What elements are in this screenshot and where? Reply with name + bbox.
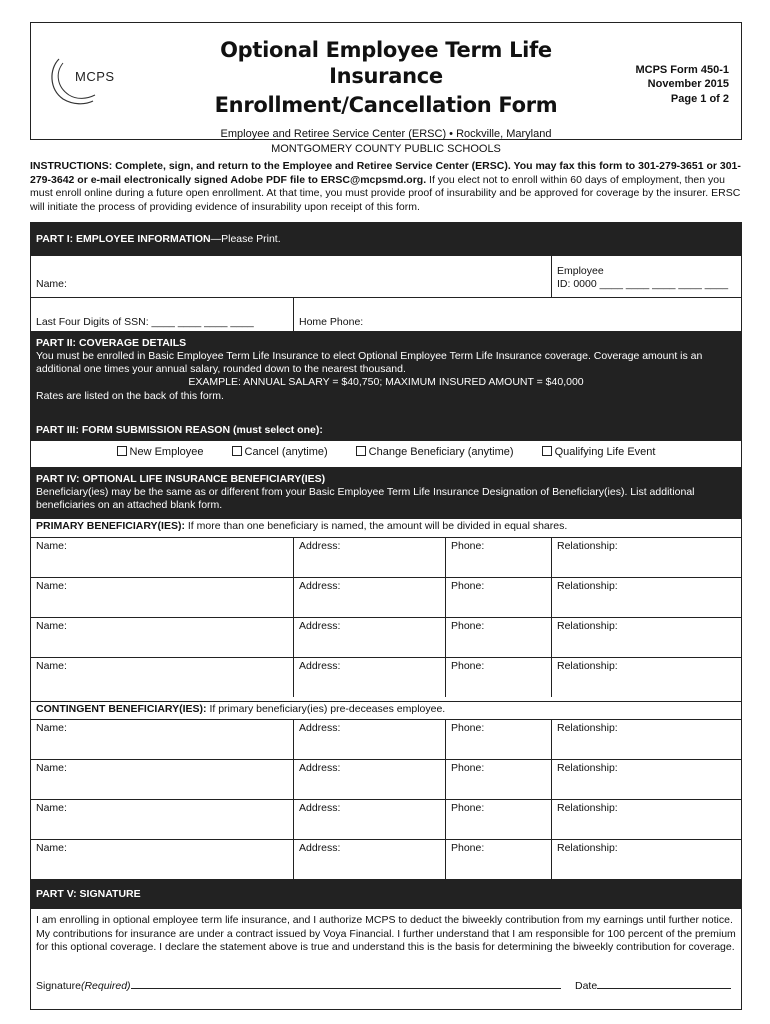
address-label: Address: [299, 660, 341, 672]
signature-statement: I am enrolling in optional employee term life insurance, and I authorize MCPS to deduct the biweekly contribution from my earnings until further notice. My contributions for insurance are under a contract issued by Voya Financial. I further understand that I am responsible for 100 percent of the premium for this optional coverage. I declare the statement above is true and understand this is the basis for determining the biweekly contribution for coverage. [36, 914, 736, 954]
contingent-beneficiary-address-field[interactable] [293, 760, 445, 799]
reason-label: Cancel (anytime) [244, 446, 328, 459]
reason-new-employee[interactable] [117, 446, 204, 460]
relationship-label: Relationship: [557, 660, 618, 672]
name-label: Name: [36, 842, 67, 854]
instructions-label: INSTRUCTIONS: [30, 160, 113, 172]
employee-id-label: Employee [557, 265, 604, 277]
reason-qualifying-life-event[interactable] [542, 446, 656, 460]
subtitle-mcps: MONTGOMERY COUNTY PUBLIC SCHOOLS [271, 142, 501, 155]
employee-id-field[interactable] [551, 256, 741, 297]
relationship-label: Relationship: [557, 722, 618, 734]
address-label: Address: [299, 580, 341, 592]
address-label: Address: [299, 762, 341, 774]
signature-required: (Required) [80, 980, 131, 992]
primary-beneficiary-row [31, 617, 741, 657]
checkbox-icon[interactable] [232, 446, 242, 456]
contingent-beneficiary-name-field[interactable] [31, 720, 293, 759]
part5-heading [31, 879, 741, 909]
part5-title: PART V: SIGNATURE [36, 888, 141, 900]
name-label: Name: [36, 660, 67, 672]
relationship-label: Relationship: [557, 802, 618, 814]
primary-beneficiary-address-field[interactable] [293, 538, 445, 577]
contingent-beneficiary-phone-field[interactable] [445, 800, 551, 839]
primary-beneficiary-address-field[interactable] [293, 658, 445, 697]
phone-label: Phone: [451, 540, 485, 552]
contingent-beneficiary-address-field[interactable] [293, 800, 445, 839]
name-label: Name: [36, 278, 67, 290]
primary-beneficiary-name-field[interactable] [31, 618, 293, 657]
phone-label: Phone: [451, 660, 485, 672]
form-title [176, 37, 596, 156]
phone-label: Phone: [451, 722, 485, 734]
signature-label: Signature [36, 980, 81, 992]
relationship-label: Relationship: [557, 580, 618, 592]
signature-field[interactable] [36, 979, 561, 993]
address-label: Address: [299, 620, 341, 632]
primary-beneficiary-row [31, 537, 741, 577]
instructions-bold: Complete, sign, and return to the Employee and Retiree Service Center (ERSC). You may fax this form to 301-279-3651 or 301-279-3642 or e-mail electronically signed Adobe PDF file to ERSC@mcpsmd.org. [30, 160, 741, 186]
page-number: Page 1 of 2 [670, 92, 729, 105]
relationship-label: Relationship: [557, 842, 618, 854]
primary-beneficiary-row [31, 577, 741, 617]
primary-beneficiary-address-field[interactable] [293, 578, 445, 617]
address-label: Address: [299, 802, 341, 814]
primary-beneficiary-relationship-field[interactable] [551, 658, 741, 697]
instructions [30, 160, 742, 215]
primary-beneficiary-address-field[interactable] [293, 618, 445, 657]
ssn-phone-row [31, 297, 741, 331]
date-field[interactable] [575, 979, 731, 993]
part3-title: PART III: FORM SUBMISSION REASON [36, 424, 231, 436]
contingent-beneficiary-relationship-field[interactable] [551, 720, 741, 759]
primary-beneficiary-heading [31, 519, 741, 537]
reason-label: New Employee [129, 446, 204, 459]
contingent-beneficiary-heading [31, 701, 741, 719]
primary-beneficiary-name-field[interactable] [31, 538, 293, 577]
reason-label: Change Beneficiary (anytime) [368, 446, 514, 459]
form-identifier [635, 63, 729, 106]
primary-beneficiary-phone-field[interactable] [445, 658, 551, 697]
primary-beneficiary-phone-field[interactable] [445, 618, 551, 657]
primary-note: If more than one beneficiary is named, the amount will be divided in equal shares. [184, 520, 568, 532]
phone-label: Phone: [451, 762, 485, 774]
form-number: MCPS Form 450-1 [635, 64, 729, 76]
part2-title: PART II: COVERAGE DETAILS [36, 337, 187, 349]
contingent-beneficiary-phone-field[interactable] [445, 840, 551, 879]
form-date: November 2015 [647, 78, 729, 91]
checkbox-icon[interactable] [542, 446, 552, 456]
name-label: Name: [36, 580, 67, 592]
name-field[interactable] [31, 256, 551, 297]
primary-beneficiary-row [31, 657, 741, 697]
primary-beneficiary-relationship-field[interactable] [551, 538, 741, 577]
checkbox-icon[interactable] [117, 446, 127, 456]
name-label: Name: [36, 802, 67, 814]
address-label: Address: [299, 722, 341, 734]
reason-label: Qualifying Life Event [554, 446, 656, 459]
contingent-beneficiary-relationship-field[interactable] [551, 840, 741, 879]
part4-description: Beneficiary(ies) may be the same as or different from your Basic Employee Term Life Insurance Designation of Beneficiary(ies). List additional beneficiaries on an attached blank form. [36, 486, 695, 512]
contingent-beneficiary-row [31, 759, 741, 799]
address-label: Address: [299, 842, 341, 854]
contingent-label: CONTINGENT BENEFICIARY(IES): [36, 703, 207, 715]
signature-line[interactable] [131, 979, 561, 989]
primary-beneficiary-phone-field[interactable] [445, 538, 551, 577]
date-label: Date [575, 980, 598, 992]
contingent-beneficiary-phone-field[interactable] [445, 720, 551, 759]
form-body [30, 222, 742, 1010]
logo-text: MCPS [75, 69, 115, 84]
employee-id-value: ID: 0000 ____ ____ ____ ____ ____ [557, 278, 729, 291]
contingent-beneficiary-address-field[interactable] [293, 720, 445, 759]
mcps-logo [45, 53, 135, 113]
part4-section [31, 467, 741, 519]
contingent-beneficiary-relationship-field[interactable] [551, 800, 741, 839]
primary-beneficiary-relationship-field[interactable] [551, 618, 741, 657]
employee-name-row [31, 255, 741, 297]
primary-beneficiary-phone-field[interactable] [445, 578, 551, 617]
form-header [30, 22, 742, 155]
contingent-beneficiary-phone-field[interactable] [445, 760, 551, 799]
ssn-field[interactable] [31, 298, 293, 331]
phone-label: Phone: [451, 842, 485, 854]
relationship-label: Relationship: [557, 540, 618, 552]
ssn-label: Last Four Digits of SSN: ____ ____ ____ ____ [36, 316, 254, 328]
primary-label: PRIMARY BENEFICIARY(IES): [36, 520, 185, 532]
primary-beneficiary-relationship-field[interactable] [551, 578, 741, 617]
contingent-note: If primary beneficiary(ies) pre-deceases employee. [206, 703, 446, 715]
contingent-beneficiary-name-field[interactable] [31, 840, 293, 879]
checkbox-icon[interactable] [356, 446, 366, 456]
contingent-beneficiary-row [31, 719, 741, 759]
phone-label: Phone: [451, 580, 485, 592]
reason-change-beneficiary[interactable] [356, 446, 514, 460]
contingent-beneficiary-relationship-field[interactable] [551, 760, 741, 799]
title-line1: Optional Employee Term Life Insurance [220, 38, 552, 89]
part1-title: PART I: EMPLOYEE INFORMATION [36, 233, 211, 245]
subtitle-ersc: Employee and Retiree Service Center (ERSC) • Rockville, Maryland [220, 127, 552, 140]
part2-section [31, 331, 741, 419]
reason-cancel[interactable] [232, 446, 328, 460]
address-label: Address: [299, 540, 341, 552]
part2-rates-note: Rates are listed on the back of this form. [36, 389, 224, 402]
contingent-beneficiary-name-field[interactable] [31, 800, 293, 839]
title-line2: Enrollment/Cancellation Form [214, 92, 558, 117]
relationship-label: Relationship: [557, 620, 618, 632]
date-line[interactable] [597, 979, 731, 989]
primary-beneficiary-name-field[interactable] [31, 658, 293, 697]
part1-title-suffix: —Please Print. [210, 233, 281, 245]
part2-coverage-text: You must be enrolled in Basic Employee Term Life Insurance to elect Optional Employee Term Life Insurance coverage. Coverage amount is an additional one times your annual salary, rounded down to the nearest thousand. [36, 350, 703, 376]
home-phone-field[interactable] [293, 298, 741, 331]
part2-example: EXAMPLE: ANNUAL SALARY = $40,750; MAXIMUM INSURED AMOUNT = $40,000 [188, 376, 584, 389]
home-phone-label: Home Phone: [299, 316, 364, 328]
name-label: Name: [36, 540, 67, 552]
name-label: Name: [36, 722, 67, 734]
part3-heading [31, 419, 741, 441]
part1-heading [31, 223, 741, 255]
name-label: Name: [36, 762, 67, 774]
part4-title: PART IV: OPTIONAL LIFE INSURANCE BENEFICIARY(IES) [36, 473, 326, 485]
part3-title-suffix: (must select one): [230, 424, 323, 436]
primary-beneficiary-name-field[interactable] [31, 578, 293, 617]
relationship-label: Relationship: [557, 762, 618, 774]
instructions-text: If you elect not to enroll within 60 days of employment, then you must enroll online during a future open enrollment. At that time, you must provide proof of insurability and be approved for coverage by the insurer. ERSC will initiate the process of providing evidence of insurability upon receipt of this form. [30, 173, 741, 213]
contingent-beneficiary-row [31, 839, 741, 879]
phone-label: Phone: [451, 620, 485, 632]
contingent-beneficiary-row [31, 799, 741, 839]
phone-label: Phone: [451, 802, 485, 814]
name-label: Name: [36, 620, 67, 632]
contingent-beneficiary-name-field[interactable] [31, 760, 293, 799]
submission-reason-options [31, 441, 741, 465]
contingent-beneficiary-address-field[interactable] [293, 840, 445, 879]
